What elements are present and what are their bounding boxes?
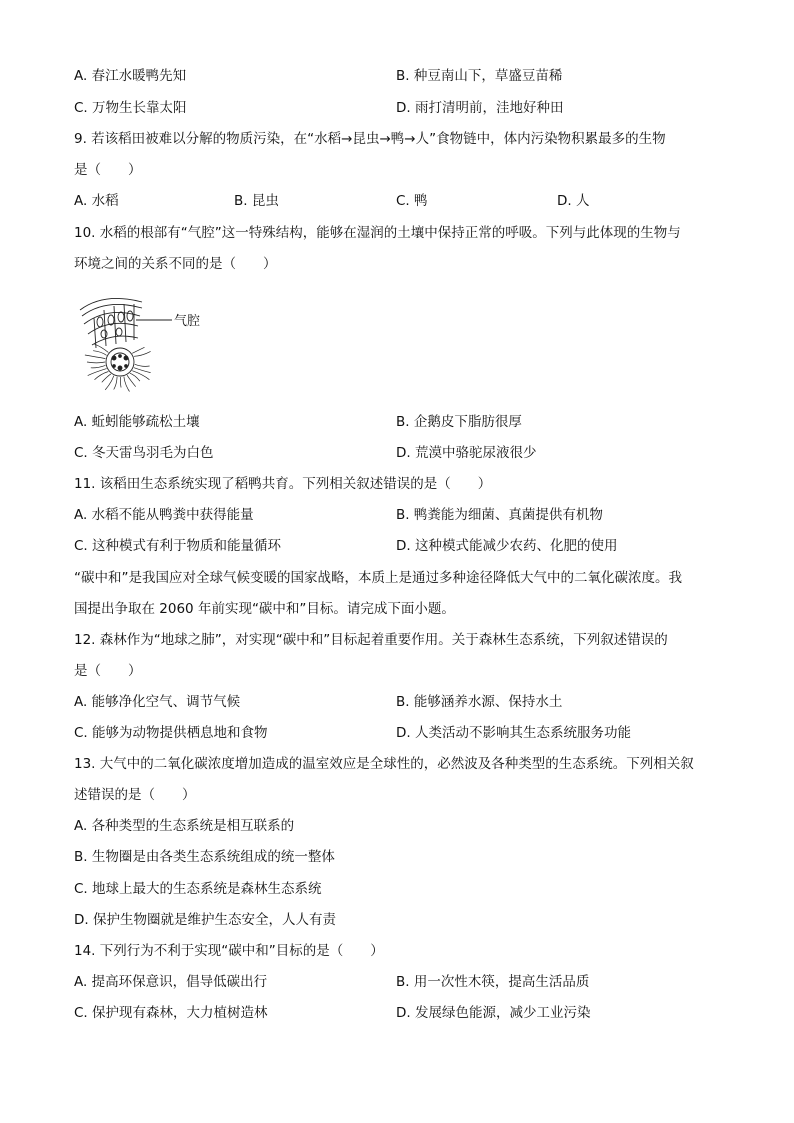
q12-option-b: B. 能够涵养水源、保持水土 (396, 694, 563, 710)
q13-option-c: C. 地球上最大的生态系统是森林生态系统 (74, 881, 322, 897)
root-hair (85, 355, 106, 359)
root-hair (134, 351, 151, 356)
q10-stem-line2: 环境之间的关系不同的是（ ） (74, 256, 277, 272)
root-cross-section-figure (74, 290, 244, 395)
q9-option-a: A. 水稻 (74, 193, 119, 209)
root-hair (120, 377, 121, 388)
q8-option-c: C. 万物生长靠太阳 (74, 100, 187, 116)
q14-option-d: D. 发展绿色能源，减少工业污染 (396, 1005, 591, 1021)
q13-option-a: A. 各种类型的生态系统是相互联系的 (74, 818, 295, 834)
root-hair (93, 351, 107, 356)
q11-option-b: B. 鸭粪能为细菌、真菌提供有机物 (396, 507, 603, 523)
q13-option-d: D. 保护生物圈就是维护生态安全，人人有责 (74, 912, 336, 928)
q9-option-b: B. 昆虫 (234, 193, 279, 209)
q12-option-c: C. 能够为动物提供栖息地和食物 (74, 725, 268, 741)
q12-stem-line2: 是（ ） (74, 663, 142, 679)
q11-option-c: C. 这种模式有利于物质和能量循环 (74, 538, 282, 554)
q14-stem-line1: 14. 下列行为不利于实现“碳中和”目标的是（ ） (74, 943, 384, 959)
q8-option-a: A. 春江水暖鸭先知 (74, 68, 187, 84)
q10-option-d: D. 荒漠中骆驼尿液很少 (396, 445, 537, 461)
root-hair (130, 373, 140, 381)
q10-option-c: C. 冬天雷鸟羽毛为白色 (74, 445, 214, 461)
root-hair (102, 374, 111, 382)
q11-option-d: D. 这种模式能减少农药、化肥的使用 (396, 538, 618, 554)
intro-line1: “碳中和”是我国应对全球气候变暖的国家战略，本质上是通过多种途径降低大气中的二氧化碳浓度。我 (74, 570, 682, 586)
root-hair (114, 377, 117, 390)
q12-option-a: A. 能够净化空气、调节气候 (74, 694, 241, 710)
q12-option-d: D. 人类活动不影响其生态系统服务功能 (396, 725, 631, 741)
root-hair (124, 377, 130, 392)
root-hair (127, 375, 136, 387)
q11-option-a: A. 水稻不能从鸭粪中获得能量 (74, 507, 254, 523)
q9-option-c: C. 鸭 (396, 193, 428, 209)
q10-option-b: B. 企鹅皮下脂肪很厚 (396, 414, 522, 430)
q14-option-b: B. 用一次性木筷，提高生活品质 (396, 974, 590, 990)
root-hair (132, 347, 144, 353)
q8-option-b: B. 种豆南山下，草盛豆苗稀 (396, 68, 563, 84)
q10-option-a: A. 蚯蚓能够疏松土壤 (74, 414, 200, 430)
q9-stem-line2: 是（ ） (74, 162, 142, 178)
figure-cortex-outline (80, 298, 142, 310)
root-hair (135, 364, 150, 366)
q9-stem-line1: 9. 若该稻田被难以分解的物质污染，在“水稻→昆虫→鸭→人”食物链中，体内污染物积累最多的生物 (74, 131, 666, 147)
root-hair (95, 372, 109, 380)
q11-stem-line1: 11. 该稻田生态系统实现了稻鸭共育。下列相关叙述错误的是（ ） (74, 476, 492, 492)
q10-stem-line1: 10. 水稻的根部有“气腔”这一特殊结构，能够在湿润的土壤中保持正常的呼吸。下列与此体现的生物与 (74, 225, 681, 241)
q14-option-a: A. 提高环保意识，倡导低碳出行 (74, 974, 268, 990)
root-hair (91, 365, 106, 367)
root-hair (87, 362, 105, 363)
intro-line2: 国提出争取在 2060 年前实现“碳中和”目标。请完成下面小题。 (74, 601, 455, 617)
q13-stem-line2: 述错误的是（ ） (74, 787, 196, 803)
q13-stem-line1: 13. 大气中的二氧化碳浓度增加造成的温室效应是全球性的，必然波及各种类型的生态系统。下列相关叙 (74, 756, 694, 772)
root-hair (134, 368, 151, 373)
q12-stem-line1: 12. 森林作为“地球之肺”，对实现“碳中和”目标起着重要作用。关于森林生态系统，下列叙述错误的 (74, 632, 668, 648)
q14-option-c: C. 保护现有森林，大力植树造林 (74, 1005, 268, 1021)
q9-option-d: D. 人 (557, 193, 590, 209)
q8-option-d: D. 雨打清明前，洼地好种田 (396, 100, 564, 116)
figure-label-air-cavity: 气腔 (174, 314, 201, 329)
root-hair (88, 369, 107, 376)
q13-option-b: B. 生物圈是由各类生态系统组成的统一整体 (74, 849, 335, 865)
figure-stele (106, 348, 134, 376)
